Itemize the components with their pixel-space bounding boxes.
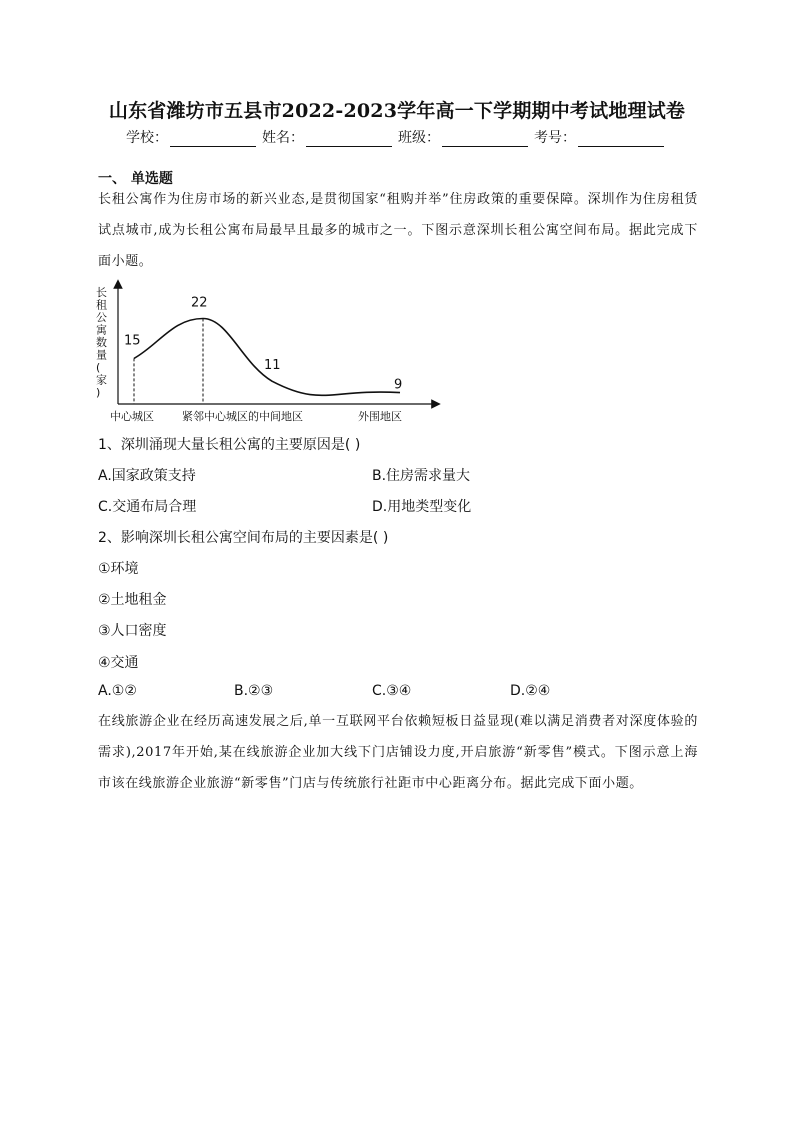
class-label: 班级：	[398, 130, 440, 146]
school-label: 学校：	[126, 130, 168, 146]
x-tick-middle: 紧邻中心城区的中间地区	[182, 410, 303, 423]
passage-1: 长租公寓作为住房市场的新兴业态,是贯彻国家“租购并举”住房政策的重要保障。深圳作为住房租赁试点城市,成为长租公寓布局最早且最多的城市之一。下图示意深圳长租公寓空间布局。据此完成下面小题。	[98, 192, 698, 269]
y-axis-label-char: 寓	[96, 323, 107, 337]
q1-option-d[interactable]: D.用地类型变化	[372, 499, 472, 515]
x-tick-outer: 外围地区	[358, 410, 402, 423]
apartment-distribution-chart	[90, 278, 450, 428]
question-2: 2、影响深圳长租公寓空间布局的主要因素是( )	[98, 530, 389, 546]
q2-item-1: ①环境	[98, 561, 139, 577]
y-axis-label	[96, 286, 107, 399]
q1-option-c[interactable]: C.交通布局合理	[98, 499, 197, 515]
name-blank[interactable]	[306, 132, 392, 147]
y-axis-label-char: 数	[96, 336, 107, 349]
passage-2: 在线旅游企业在经历高速发展之后,单一互联网平台依赖短板日益显现(难以满足消费者对深度体验的需求),2017年开始,某在线旅游企业加大线下门店铺设力度,开启旅游“新零售”模式。下图示意上海市该在线旅游企业旅游“新零售”门店与传统旅行社距市中心距离分布。据此完成下面小题。	[98, 714, 698, 791]
y-axis-label-char: (	[96, 361, 101, 374]
q2-option-d[interactable]: D.②④	[510, 683, 551, 699]
y-axis-label-char: )	[96, 386, 101, 399]
q2-option-b[interactable]: B.②③	[234, 683, 274, 699]
point-label-mid: 11	[264, 358, 281, 374]
y-axis-label-char: 长	[96, 286, 107, 299]
name-label: 姓名：	[262, 130, 304, 146]
q2-option-a[interactable]: A.①②	[98, 683, 137, 699]
y-axis-label-char: 租	[96, 298, 107, 312]
number-label: 考号：	[534, 130, 576, 146]
section-title: 一、 单选题	[98, 171, 173, 187]
name-field	[262, 127, 396, 147]
q1-option-a[interactable]: A.国家政策支持	[98, 468, 196, 484]
q2-item-2: ②土地租金	[98, 592, 167, 608]
y-axis-label-char: 量	[96, 348, 107, 362]
student-info-row	[0, 127, 794, 147]
y-axis-label-char: 家	[96, 373, 107, 387]
point-label-peak: 22	[191, 295, 208, 311]
class-blank[interactable]	[442, 132, 528, 147]
number-field	[534, 127, 668, 147]
series-curve	[134, 319, 403, 396]
y-axis-label-char: 公	[96, 311, 107, 324]
question-1: 1、深圳涌现大量长租公寓的主要原因是( )	[98, 437, 361, 453]
exam-title: 山东省潍坊市五县市2022-2023学年高一下学期期中考试地理试卷	[108, 100, 686, 122]
point-label-outer: 9	[394, 377, 403, 393]
point-label-center: 15	[124, 333, 141, 349]
number-blank[interactable]	[578, 132, 664, 147]
q2-option-c[interactable]: C.③④	[372, 683, 412, 699]
q1-option-b[interactable]: B.住房需求量大	[372, 468, 471, 484]
q2-item-3: ③人口密度	[98, 623, 167, 639]
q2-item-4: ④交通	[98, 655, 139, 671]
school-blank[interactable]	[170, 132, 256, 147]
class-field	[398, 127, 532, 147]
school-field	[126, 127, 260, 147]
x-tick-center: 中心城区	[110, 410, 154, 423]
